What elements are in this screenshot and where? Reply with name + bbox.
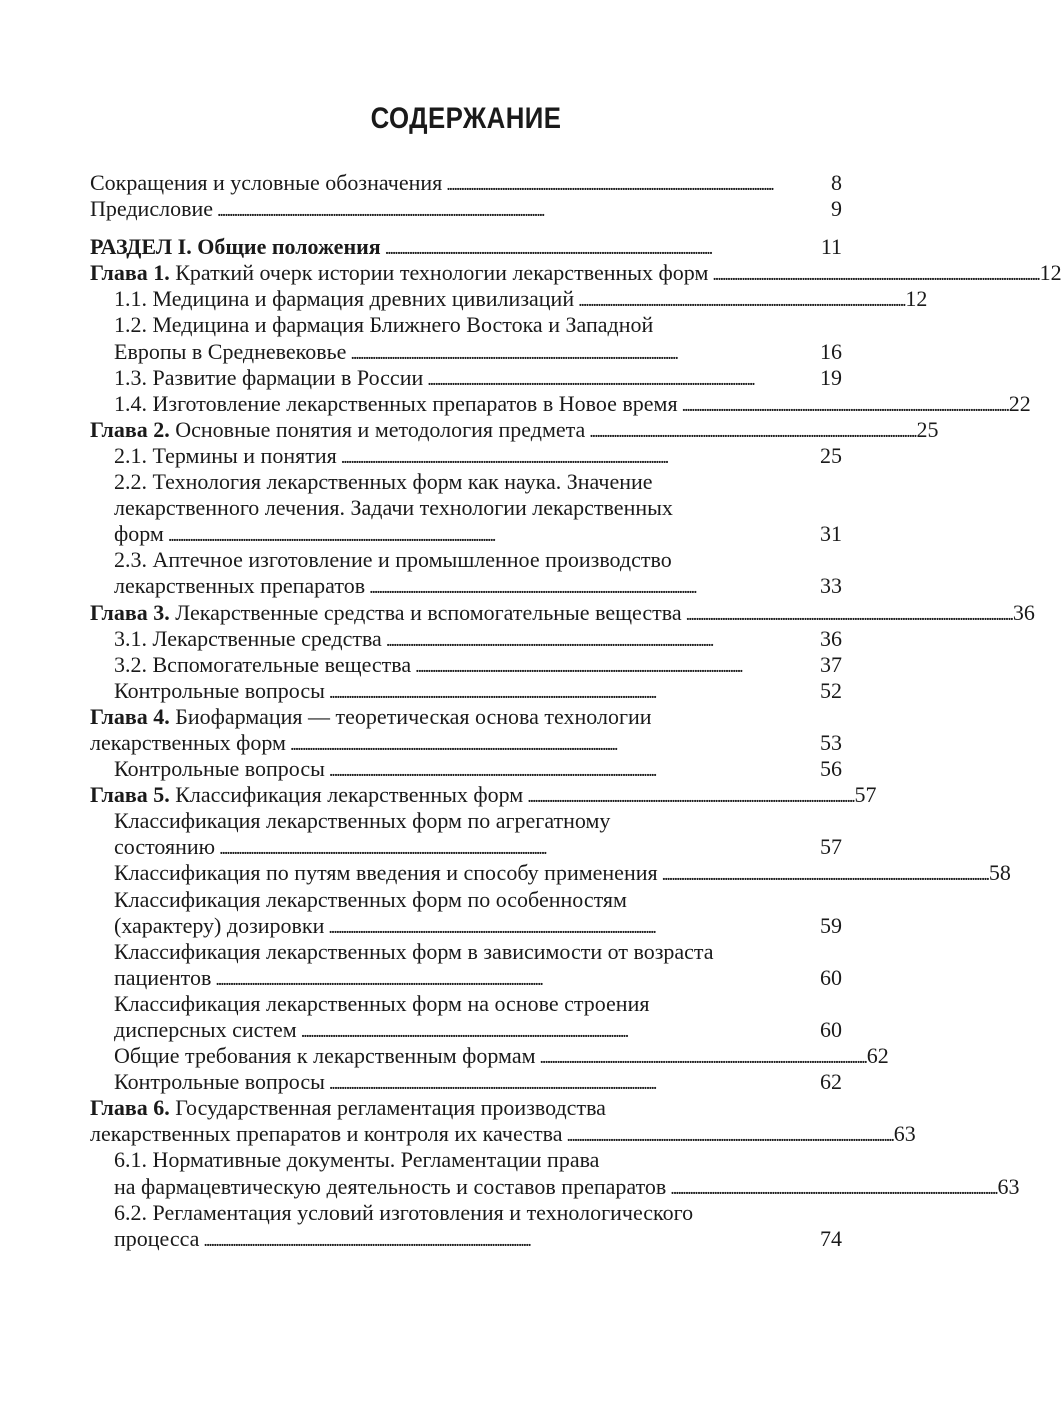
toc-entry-text: на фармацевтическую деятельность и составов препаратов bbox=[114, 1173, 667, 1199]
toc-page-number: 12 bbox=[1039, 260, 1062, 286]
dot-leader bbox=[217, 196, 829, 223]
toc-entry-text: Лекарственные средства и вспомогательные вещества bbox=[175, 599, 682, 625]
chapter-label: Глава 1. bbox=[90, 260, 170, 286]
toc-chapter-6[interactable] bbox=[90, 1095, 916, 1147]
toc-entry-text: Контрольные вопросы bbox=[114, 677, 325, 703]
dot-leader bbox=[328, 913, 818, 940]
toc-entry-text: форм bbox=[114, 521, 164, 547]
toc-entry-text: Классификация лекарственных форм по особенностям bbox=[114, 886, 627, 912]
chapter-label: Глава 2. bbox=[90, 416, 170, 442]
toc-chapter-5[interactable] bbox=[90, 782, 877, 808]
dot-leader bbox=[386, 626, 818, 653]
toc-entry-1-1[interactable] bbox=[90, 286, 928, 312]
toc-entry-text: Европы в Средневековье bbox=[114, 338, 347, 364]
toc-entry-text: Общие требования к лекарственным формам bbox=[114, 1043, 536, 1069]
toc-entry-text: лекарственного лечения. Задачи технологии лекарственных bbox=[114, 495, 673, 521]
dot-leader bbox=[329, 678, 818, 705]
section-gap bbox=[90, 222, 842, 234]
dot-leader bbox=[350, 339, 818, 366]
toc-entry-text: Классификация лекарственных форм bbox=[175, 782, 524, 808]
toc-entry-text: процесса bbox=[114, 1225, 200, 1251]
dot-leader bbox=[578, 286, 903, 313]
toc-entry-text: 6.1. Нормативные документы. Регламентации права bbox=[114, 1147, 600, 1173]
dot-leader bbox=[290, 730, 818, 757]
toc-entry-review-questions[interactable] bbox=[90, 756, 842, 782]
chapter-label: Глава 4. bbox=[90, 703, 170, 729]
toc-entry-text: 3.2. Вспомогательные вещества bbox=[114, 651, 412, 677]
toc-entry-text: Государственная регламентация производства bbox=[175, 1095, 606, 1121]
toc-page-number: 63 bbox=[997, 1173, 1020, 1199]
dot-leader bbox=[415, 652, 818, 679]
toc-entry-text: 2.3. Аптечное изготовление и промышленное производство bbox=[114, 547, 672, 573]
toc-page-number: 62 bbox=[866, 1043, 889, 1069]
dot-leader bbox=[446, 170, 829, 197]
toc-page-number: 59 bbox=[820, 912, 842, 938]
toc-page-number: 19 bbox=[820, 364, 842, 390]
toc-entry-review-questions[interactable] bbox=[90, 678, 842, 704]
dot-leader bbox=[301, 1017, 818, 1044]
toc-chapter-1[interactable] bbox=[90, 260, 1062, 286]
toc-page-number: 62 bbox=[820, 1069, 842, 1095]
dot-leader bbox=[329, 1069, 818, 1096]
page-title: СОДЕРЖАНИЕ bbox=[370, 102, 562, 135]
toc-entry-text: Краткий очерк истории технологии лекарственных форм bbox=[175, 260, 709, 286]
dot-leader bbox=[329, 756, 818, 783]
table-of-contents bbox=[90, 170, 1062, 1252]
dot-leader bbox=[670, 1174, 995, 1201]
toc-entry-3-1[interactable] bbox=[90, 626, 842, 652]
toc-page-number: 56 bbox=[820, 756, 842, 782]
toc-entry-1-3[interactable] bbox=[90, 365, 842, 391]
toc-page-number: 74 bbox=[820, 1225, 842, 1251]
toc-chapter-2[interactable] bbox=[90, 416, 939, 443]
dot-leader bbox=[369, 573, 818, 600]
toc-page-number: 33 bbox=[820, 573, 842, 599]
toc-page-number: 63 bbox=[893, 1121, 916, 1147]
toc-entry-6-1[interactable] bbox=[90, 1147, 1020, 1199]
dot-leader bbox=[712, 260, 1037, 287]
dot-leader bbox=[540, 1043, 865, 1070]
toc-entry-text: состоянию bbox=[114, 834, 216, 860]
toc-entry-text: лекарственных форм bbox=[90, 729, 286, 755]
toc-page-number: 57 bbox=[820, 834, 842, 860]
toc-chapter-4[interactable] bbox=[90, 704, 842, 756]
toc-section-1[interactable] bbox=[90, 234, 842, 260]
toc-page-number: 36 bbox=[1012, 599, 1035, 625]
toc-page-number: 25 bbox=[916, 416, 939, 442]
toc-page-number: 36 bbox=[820, 625, 842, 651]
toc-page-number: 52 bbox=[820, 677, 842, 703]
dot-leader bbox=[385, 234, 819, 261]
chapter-label: Глава 5. bbox=[90, 782, 170, 808]
dot-leader bbox=[203, 1226, 818, 1253]
toc-entry-text: Основные понятия и методология предмета bbox=[175, 416, 586, 442]
toc-entry-text: Контрольные вопросы bbox=[114, 756, 325, 782]
dot-leader bbox=[686, 600, 1011, 627]
toc-chapter-3[interactable] bbox=[90, 599, 1035, 626]
toc-entry-text: Предисловие bbox=[90, 196, 213, 222]
toc-page-number: 25 bbox=[820, 442, 842, 468]
dot-leader bbox=[682, 391, 1007, 418]
toc-entry-2-1[interactable] bbox=[90, 443, 842, 469]
toc-section-title: РАЗДЕЛ I. Общие положения bbox=[90, 234, 381, 260]
toc-entry-6-2[interactable] bbox=[90, 1200, 842, 1252]
toc-entry-text: 1.1. Медицина и фармация древних цивилизаций bbox=[114, 286, 575, 312]
toc-entry-classification-age[interactable] bbox=[90, 939, 842, 991]
toc-page-number: 8 bbox=[831, 170, 842, 195]
toc-page-number: 22 bbox=[1008, 390, 1031, 416]
toc-page-number: 58 bbox=[988, 860, 1011, 886]
toc-page-number: 57 bbox=[854, 782, 877, 808]
toc-entry-text: Классификация по путям введения и способу применения bbox=[114, 860, 658, 886]
toc-page-number: 31 bbox=[820, 521, 842, 547]
dot-leader bbox=[589, 417, 914, 444]
toc-entry-classification-aggregate[interactable] bbox=[90, 808, 842, 860]
dot-leader bbox=[427, 365, 818, 392]
toc-entry-text: 2.2. Технология лекарственных форм как наука. Значение bbox=[114, 469, 653, 495]
toc-page-number: 9 bbox=[831, 196, 842, 222]
toc-entry-text: лекарственных препаратов bbox=[114, 573, 366, 599]
toc-page-number: 11 bbox=[820, 234, 842, 260]
chapter-label: Глава 6. bbox=[90, 1095, 170, 1121]
toc-entry-2-3[interactable] bbox=[90, 547, 842, 599]
toc-page-number: 60 bbox=[820, 1017, 842, 1042]
toc-page-number: 12 bbox=[905, 286, 928, 312]
toc-entry-3-2[interactable] bbox=[90, 652, 842, 678]
chapter-label: Глава 3. bbox=[90, 599, 170, 625]
dot-leader bbox=[341, 443, 818, 470]
toc-entry-text: (характеру) дозировки bbox=[114, 912, 325, 938]
toc-entry-text: Классификация лекарственных форм по агрегатному bbox=[114, 808, 611, 834]
dot-leader bbox=[527, 782, 852, 809]
toc-entry-classification-routes[interactable] bbox=[90, 860, 1011, 886]
toc-entry-text: 2.1. Термины и понятия bbox=[114, 442, 337, 468]
toc-entry-review-questions[interactable] bbox=[90, 1069, 842, 1095]
toc-entry-abbreviations[interactable] bbox=[90, 170, 842, 196]
toc-entry-1-4[interactable] bbox=[90, 390, 1031, 417]
toc-entry-text: Контрольные вопросы bbox=[114, 1069, 325, 1095]
toc-entry-preface[interactable] bbox=[90, 196, 842, 222]
toc-page-number: 53 bbox=[820, 729, 842, 755]
toc-entry-text: лекарственных препаратов и контроля их качества bbox=[90, 1121, 563, 1147]
toc-entry-text: Биофармация — теоретическая основа технологии bbox=[175, 703, 652, 729]
dot-leader bbox=[168, 521, 818, 548]
dot-leader bbox=[219, 834, 818, 861]
toc-page-number: 37 bbox=[820, 651, 842, 677]
toc-entry-text: 6.2. Регламентация условий изготовления и технологического bbox=[114, 1199, 694, 1225]
toc-entry-text: 1.4. Изготовление лекарственных препаратов в Новое время bbox=[114, 390, 678, 416]
toc-page-number: 16 bbox=[820, 338, 842, 364]
toc-entry-text: 1.3. Развитие фармации в России bbox=[114, 364, 424, 390]
toc-entry-1-2[interactable] bbox=[90, 312, 842, 364]
toc-entry-text: 3.1. Лекарственные средства bbox=[114, 625, 382, 651]
toc-entry-text: 1.2. Медицина и фармация Ближнего Востока и Западной bbox=[114, 312, 654, 338]
toc-entry-general-requirements[interactable] bbox=[90, 1043, 889, 1069]
toc-entry-text: Сокращения и условные обозначения bbox=[90, 170, 443, 195]
toc-entry-text: дисперсных систем bbox=[114, 1017, 297, 1042]
dot-leader bbox=[567, 1121, 892, 1148]
dot-leader bbox=[215, 965, 818, 992]
toc-page-number: 60 bbox=[820, 964, 842, 990]
toc-entry-classification-disperse[interactable] bbox=[90, 991, 842, 1043]
toc-entry-2-2[interactable] bbox=[90, 469, 842, 547]
toc-entry-text: Классификация лекарственных форм в зависимости от возраста bbox=[114, 938, 714, 964]
dot-leader bbox=[662, 860, 987, 887]
toc-entry-text: пациентов bbox=[114, 964, 212, 990]
toc-entry-classification-dosage[interactable] bbox=[90, 887, 842, 939]
toc-page bbox=[90, 0, 1062, 1252]
toc-entry-text: Классификация лекарственных форм на основе строения bbox=[114, 990, 650, 1016]
